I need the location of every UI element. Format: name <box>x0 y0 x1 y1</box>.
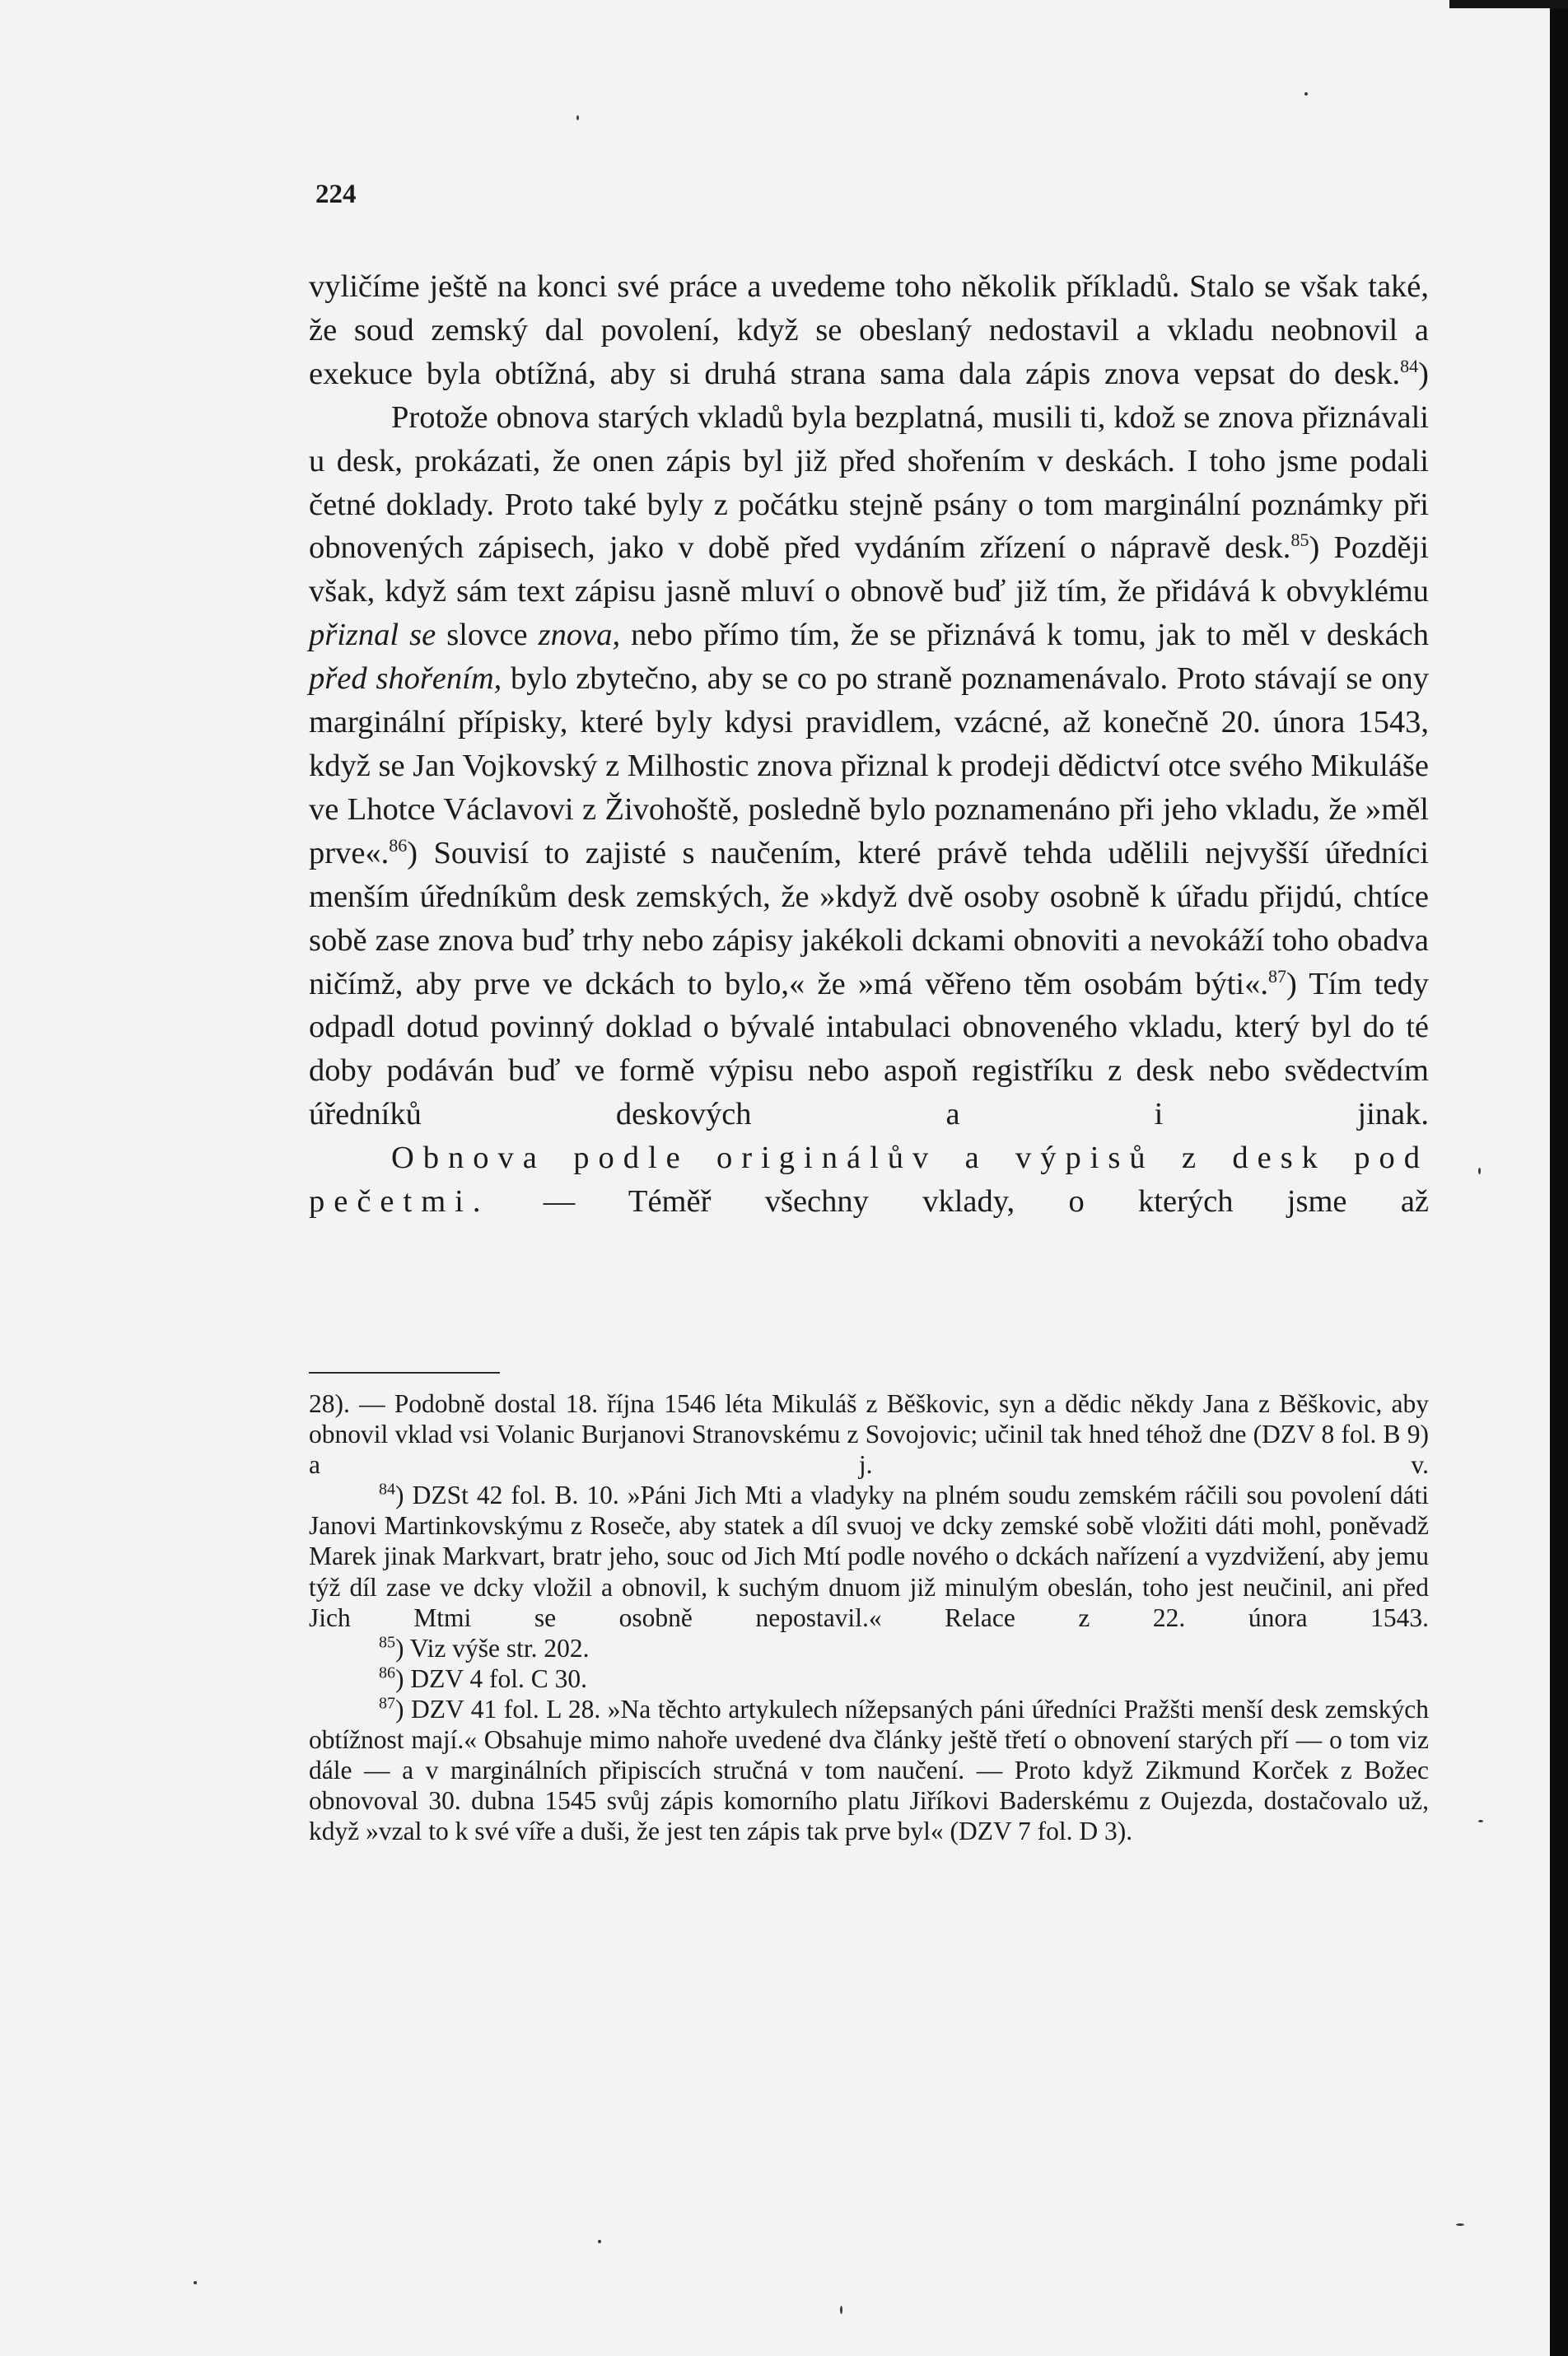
paragraph-1-text: vyličíme ještě na konci své práce a uvedeme toho několik příkladů. Stalo se však také, že soud zemský dal povolení, když se obeslaný nedostavil a vkladu neobnovil a exekuce byla obtížná, aby si druhá strana sama dala zápis znova vepsat do desk. <box>309 269 1429 391</box>
p2-italic-2: znova, <box>538 618 621 653</box>
footnote-86-text: ) DZV 4 fol. C 30. <box>395 1663 588 1693</box>
main-text <box>309 265 1429 1224</box>
p2-a: Protože obnova starých vkladů byla bezplatná, musili ti, kdož se znova přiznávali u desk, prokázati, že onen zápis byl již před shořením v deskách. I toho jsme podali četné doklady. Proto také byly z počátku stejně psány o tom marginální poznámky při obnovených zápisech, jako v době před vydáním zřízení o nápravě desk. <box>309 399 1429 566</box>
scan-speck <box>1478 1168 1481 1174</box>
scan-edge-right <box>1550 0 1568 2356</box>
footnote-continued: 28). — Podobně dostal 18. října 1546 léta Mikuláš z Běškovic, syn a dědic někdy Jana z Běškovic, aby obnovil vklad vsi Volanic Burjanovi Stranovskému z Sovojovic; učinil tak hned téhož dne (DZV 8 fol. B 9) a j. v. <box>309 1389 1429 1480</box>
p2-c: slovce <box>436 618 539 653</box>
scan-speck <box>840 2306 842 2314</box>
scan-speck <box>1304 92 1308 96</box>
scan-speck <box>576 115 579 120</box>
scan-speck <box>194 2281 197 2284</box>
p2-italic-1: přiznal se <box>309 618 436 653</box>
footnote-86-mark: 86 <box>379 1663 395 1682</box>
p2-e: bylo zbytečno, aby se co po straně poznamenávalo. Proto stávají se ony marginální přípisky, které byly kdysi pravidlem, vzácné, až konečně 20. února 1543, když se Jan Vojkovský z Milhostic znova přiznal k prodeji dědictví otce svého Mikuláše ve Lhotce Václavovi z Živohoště, posledně bylo poznamenáno při jeho vkladu, že »měl prve«. <box>309 661 1429 870</box>
p2-d: nebo přímo tím, že se přiznává k tomu, jak to měl v deskách <box>620 618 1429 653</box>
footnote-87-text: ) DZV 41 fol. L 28. »Na těchto artykulech nížepsaných páni úředníci Pražšti menší desk zemských obtížnost mají.« Obsahuje mimo nahoře uvedené dva články ještě třetí o obnovení starých pří — o tom viz dále — a v marginálních připiscích stručná v tom naučení. — Proto když Zikmund Korček z Božec obnovoval 30. dubna 1545 svůj zápis komorního platu Jiříkovi Baderskému z Oujezda, dostačovalo už, když »vzal to k své víře a duši, že jest ten zápis tak prve byl« (DZV 7 fol. D 3). <box>309 1694 1429 1846</box>
footnote-84 <box>309 1480 1429 1632</box>
paragraph-1: vyličíme ještě na konci své práce a uvedeme toho několik příkladů. Stalo se však také, že soud zemský dal povolení, když se obeslaný nedostavil a vkladu neobnovil a exekuce byla obtížná, aby si druhá strana sama dala zápis znova vepsat do desk.$^{84}$) <box>309 269 1429 391</box>
note-ref-85: 85 <box>1290 530 1309 551</box>
note-ref-87: 87 <box>1268 965 1287 987</box>
p3-rest: — Téměř všechny vklady, o kterých jsme až <box>489 1184 1429 1220</box>
scan-speck <box>1456 2223 1464 2226</box>
scan-edge-top <box>1449 0 1568 8</box>
p2-italic-3: před shořením, <box>309 661 502 697</box>
footnote-85 <box>309 1633 1429 1663</box>
footnote-rule <box>309 1372 500 1374</box>
p2-b: ) Později však, když sám text zápisu jasně mluví o obnově buď již tím, že přidává k obvyklému <box>309 530 1429 609</box>
footnote-87 <box>309 1694 1429 1846</box>
footnotes <box>309 1388 1429 1846</box>
footnote-84-text: ) DZSt 42 fol. B. 10. »Páni Jich Mti a vladyky na plném soudu zemském ráčili sou povolení dáti Janovi Martinkovskýmu z Roseče, aby statek a díl svuoj ve dcky zemské sobě vložiti dáti mohl, poněvadž Marek jinak Markvart, bratr jeho, souc od Jich Mtí podle nového o dckách nařízení a vyzdvižení, aby jemu týž díl zase ve dcky vložil a obnovil, k suchým dnuom již minulým obeslán, toho jest neučinil, ani před Jich Mtmi se osobně nepostavil.« Relace z 22. února 1543. <box>309 1481 1429 1632</box>
p2-g: ) Tím tedy odpadl dotud povinný doklad o bývalé intabulaci obnoveného vkladu, který byl do té doby podáván buď ve formě výpisu nebo aspoň registříku z desk nebo svědectvím úředníků deskových a i jinak. <box>309 966 1430 1132</box>
scan-speck <box>598 2240 601 2243</box>
scan-speck <box>1478 1820 1483 1822</box>
note-ref-84: 84 <box>1400 355 1419 376</box>
paragraph-2 <box>309 396 1429 1136</box>
page-number: 224 <box>315 180 357 209</box>
section-heading-spaced: Obnova podle originálův a výpisů z desk pod pečetmi. <box>309 1141 1429 1220</box>
footnote-86 <box>309 1663 1429 1694</box>
footnote-85-text: ) Viz výše str. 202. <box>395 1633 590 1663</box>
footnote-87-mark: 87 <box>379 1694 395 1713</box>
paragraph-3 <box>309 1136 1429 1224</box>
footnote-85-mark: 85 <box>379 1633 395 1652</box>
p2-f: ) Souvisí to zajisté s naučením, které právě tehda udělili nejvyšší úředníci menším úředníkům desk zemských, že »když dvě osoby osobně k úřadu přijdú, chtíce sobě zase znova buď trhy nebo zápisy jakékoli dckami obnoviti a nevokáží toho obadva ničímž, aby prve ve dckách to bylo,« že »má věřeno těm osobám býti«. <box>309 835 1429 1001</box>
footnote-84-mark: 84 <box>379 1480 395 1499</box>
note-ref-86: 86 <box>389 834 408 856</box>
